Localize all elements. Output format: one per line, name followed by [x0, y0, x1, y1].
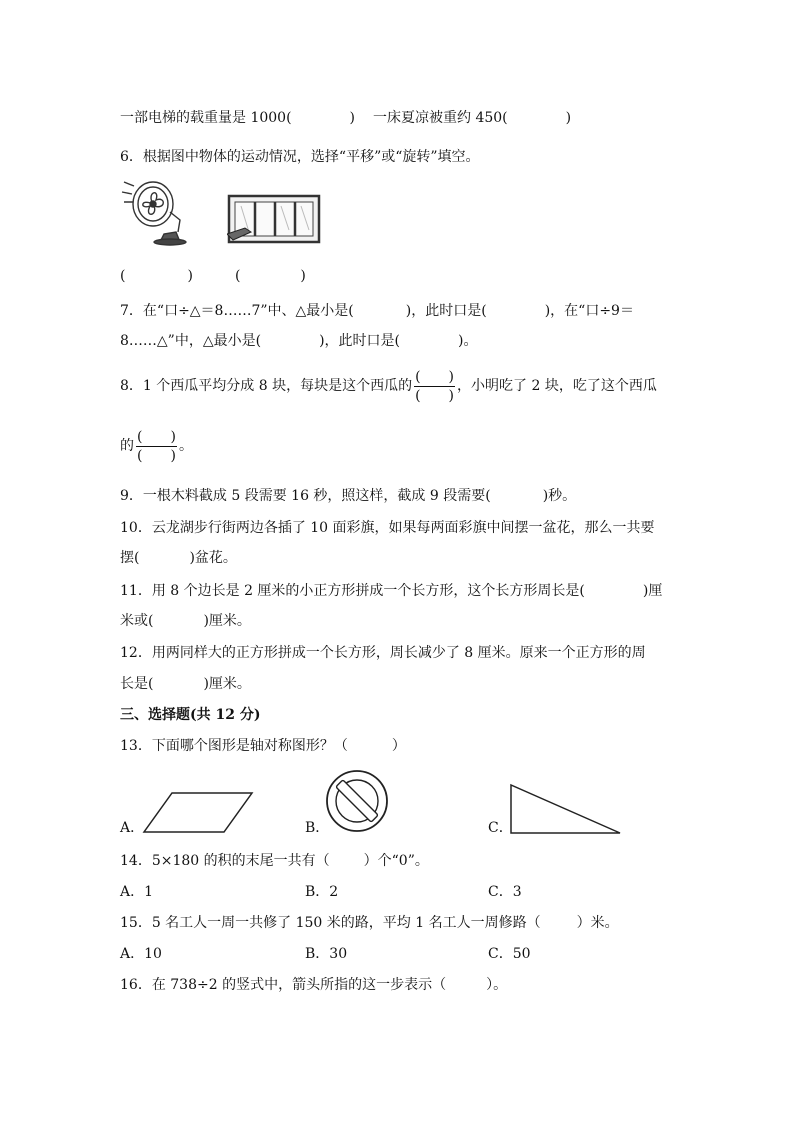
elevator-text: 一部电梯的载重量是 1000( [120, 110, 292, 126]
q16-line: 16．在 738÷2 的竖式中，箭头所指的这一步表示（ ）。 [120, 977, 508, 993]
q15-line: 15．5 名工人一周一共修了 150 米的路，平均 1 名工人一周修路（ ）米。 [120, 915, 619, 931]
parallelogram-shape [142, 790, 256, 836]
q11-line-1: 11．用 8 个边长是 2 厘米的小正方形拼成一个长方形，这个长方形周长是( )厘 [120, 583, 663, 599]
q15-option-b[interactable]: B．30 [305, 946, 348, 962]
q13-option-a[interactable]: A． [120, 820, 145, 836]
q7-line-2: 8……△”中，△最小是( )，此时口是( )。 [120, 333, 478, 349]
q14-option-a[interactable]: A．1 [120, 884, 154, 900]
right-triangle-shape [508, 782, 624, 836]
q11-line-2: 米或( )厘米。 [120, 613, 251, 629]
section-3-title: 三、选择题(共 12 分) [120, 707, 261, 723]
q15-option-a[interactable]: A．10 [120, 946, 162, 962]
q14-line: 14．5×180 的积的末尾一共有（ ）个“0”。 [120, 853, 429, 869]
q14-option-b[interactable]: B．2 [305, 884, 339, 900]
q8-fraction-2[interactable]: $\frac{( )}{( )}$ [137, 428, 176, 464]
q13-line: 13．下面哪个图形是轴对称图形？（ ） [120, 738, 406, 754]
q15-option-c[interactable]: C．50 [488, 946, 531, 962]
quilt-text: 一床夏凉被重约 450( [373, 110, 508, 126]
q5-tail-line: 一部电梯的载重量是 1000( ) 一床夏凉被重约 450( ) [120, 110, 572, 126]
q14-option-c[interactable]: C．3 [488, 884, 522, 900]
no-entry-sign-icon [324, 768, 390, 834]
q13-option-b[interactable]: B． [305, 820, 330, 836]
q8-fraction-1[interactable]: $\frac{( )}{( )}$ [415, 368, 455, 404]
q10-line-1: 10．云龙湖步行街两边各插了 10 面彩旗，如果每两面彩旗中间摆一盆花，那么一共要 [120, 520, 655, 536]
q12-line-1: 12．用两同样大的正方形拼成一个长方形，周长减少了 8 厘米。原来一个正方形的周 [120, 645, 646, 661]
sliding-window-icon [227, 194, 322, 246]
q12-line-2: 长是( )厘米。 [120, 676, 251, 692]
q9-line: 9．一根木料截成 5 段需要 16 秒，照这样，截成 9 段需要( )秒。 [120, 488, 577, 504]
fan-icon [120, 176, 200, 248]
q10-line-2: 摆( )盆花。 [120, 550, 237, 566]
q8-line-2: 的 $\frac{( )}{( )}$ 。 [120, 428, 193, 464]
q8-line-1: 8．1 个西瓜平均分成 8 块，每块是这个西瓜的 $\frac{( )}{( )}$ ，小明吃了 2 块，吃了这个西瓜 [120, 368, 657, 404]
q6-text: 6．根据图中物体的运动情况，选择“平移”或“旋转”填空。 [120, 149, 480, 165]
q6-answers: ( ) ( ) [120, 268, 306, 284]
q7-line-1: 7．在“口÷△＝8……7”中、△最小是( )，此时口是( )，在“口÷9＝ [120, 303, 634, 319]
q13-option-c[interactable]: C． [488, 820, 513, 836]
